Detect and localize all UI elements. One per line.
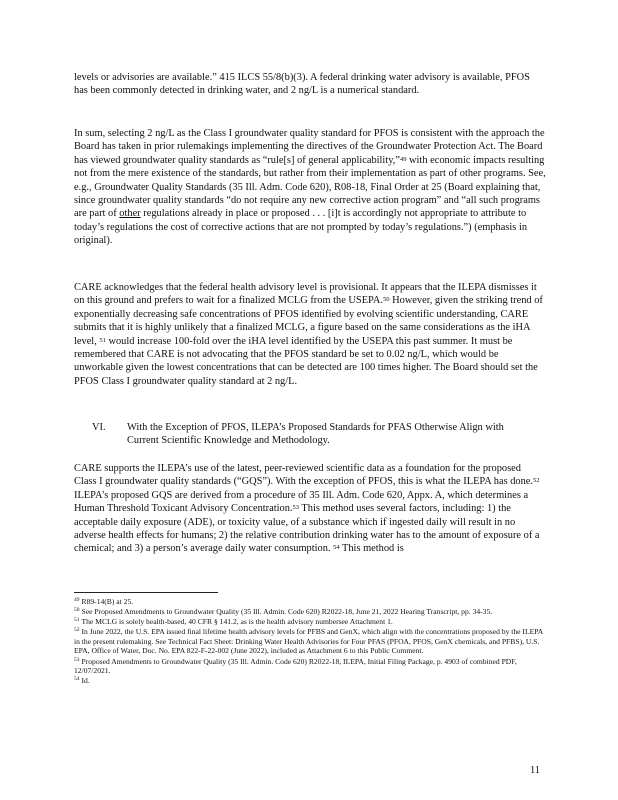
page-number: 11 [530,765,541,776]
text-run: In sum, selecting 2 ng/L as the Class I groundwater quality standard for PFOS is consistent with the approach the Board has taken in prior rulemakings implementing the directives of the Groundwater Protection Act. The Board has viewed groundwater quality standards as “rule[s] of general applicability,” [74,128,545,166]
paragraph-text: levels or advisories are available.” 415 ILCS 55/8(b)(3). A federal drinking water advisory is available, PFOS has been commonly detected in drinking water, and 2 ng/L is a numerical standard. [74,72,530,97]
footnote-ref-53[interactable]: 53 [292,504,300,512]
text-run: This method is [339,543,404,555]
text-run: This method uses several factors, including: 1) the acceptable daily exposure (ADE), or toxicity value, of a substance which if ingested daily will result in no adverse health effects for humans; 2) the relative contribution drinking water has to the amount of exposure of a chemical; and 3) a person’s average daily water consumption. [74,503,540,555]
footnote-54 [74,676,546,686]
footnote-51 [74,617,546,627]
footnote-53 [74,657,546,676]
footnote-49 [74,597,546,607]
text-run: ILEPA’s proposed GQS are derived from a procedure of 35 Ill. Adm. Code 620, Appx. A, which determines a Human Threshold Toxicant Advisory Concentration. [74,489,529,515]
text-run: with economic impacts resulting not from the mere existence of the standards, but rather from their implementation as part of other programs. See, e.g., Groundwater Quality Standards (35 Ill. Adm. Code 620), R08-18, Final Order at 25 (Board explaining that, since groundwater quality standards “do not require any new corrective action program” and “all such programs are part of [74,154,546,220]
footnote-ref-51[interactable]: 51 [99,336,106,344]
footnote-number: 51 [74,617,80,624]
paragraph-statute-quote [74,71,546,98]
footnote-number: 52 [74,627,80,634]
text-run: CARE supports the ILEPA’s use of the latest, peer-reviewed scientific data as a foundation for the proposed Class I groundwater quality standards (“GQS”). With the exception of PFOS, this is what the ILEPA has done. [74,463,534,488]
footnote-ref-50[interactable]: 50 [382,296,390,304]
footnote-ref-52[interactable]: 52 [533,477,540,485]
footnote-text: Proposed Amendments to Groundwater Quality (35 Ill. Admin. Code 620) R2022-18, ILEPA, Initial Filing Package, p. 4903 of combined PDF, 12/07/2021. [74,656,517,676]
section-number: VI. [92,422,106,433]
footnote-separator [74,592,218,593]
footnotes [74,597,546,686]
paragraph-care-supports [74,462,546,556]
footnote-number: 49 [74,597,80,603]
footnote-text: The MCLG is solely health-based, 40 CFR § 141.2, as is the health advisory numbersee Attachment 1. [81,617,393,627]
underlined-emphasis: other [119,208,141,220]
footnote-text: Id. [81,676,90,686]
paragraph-care-acknowledges [74,281,546,388]
footnote-number: 50 [74,607,80,614]
footnote-ref-49[interactable]: 49 [399,155,407,163]
text-run: regulations already in place or proposed . . . [i]t is accordingly not appropriate to attribute to today’s regulations the cost of corrective actions that are not prompted by today’s regulations.”) (emphasis in original). [74,208,528,247]
footnote-number: 54 [74,676,80,683]
paragraph-in-sum [74,127,546,248]
footnote-50 [74,607,546,617]
footnote-text: See Proposed Amendments to Groundwater Quality (35 Ill. Admin. Code 620) R2022-18, June 21, 2022 Hearing Transcript, pp. 34-35. [81,607,493,617]
text-run: However, given the striking trend of exponentially decreasing safe concentrations of PFOS identified by evolving scientific understanding, CARE submits that it is highly unlikely that a finalized MCLG, a figure based on the same considerations as the iHA level, [74,295,543,347]
text-run: would increase 100-fold over the iHA level identified by the USEPA this past summer. It must be remembered that CARE is not advocating that the PFOS standard be set to 0.02 ng/L, which would be unworkable given the lowest concentrations that can be detected are 100 times higher. The Board should set the PFOS Class I groundwater quality standard at 2 ng/L. [74,335,538,387]
footnote-52 [74,627,546,656]
footnote-ref-54[interactable]: 54 [333,544,340,552]
text-run: CARE acknowledges that the federal health advisory level is provisional. It appears that the ILEPA dismisses it on this ground and prefers to wait for a finalized MCLG from the USEPA. [74,282,537,307]
footnote-text: In June 2022, the U.S. EPA issued final lifetime health advisory levels for PFBS and GenX, which align with the concentrations proposed by the ILEPA in the present rulemaking. See Technical Fact Sheet: Drinking Water Health Advisories for Four PFAS (PFOA, PFOS, GenX chemicals, and PFBS), U.S. EPA, Office of Water, Doc. No. EPA 822-F-22-002 (June 2022), included as Attachment 6 to this Public Comment. [74,627,543,656]
section-title: With the Exception of PFOS, ILEPA’s Proposed Standards for PFAS Otherwise Align with Current Scientific Knowledge and Methodology. [127,422,504,447]
footnote-number: 53 [74,656,80,663]
footnote-text: R89-14(B) at 25. [81,597,134,606]
